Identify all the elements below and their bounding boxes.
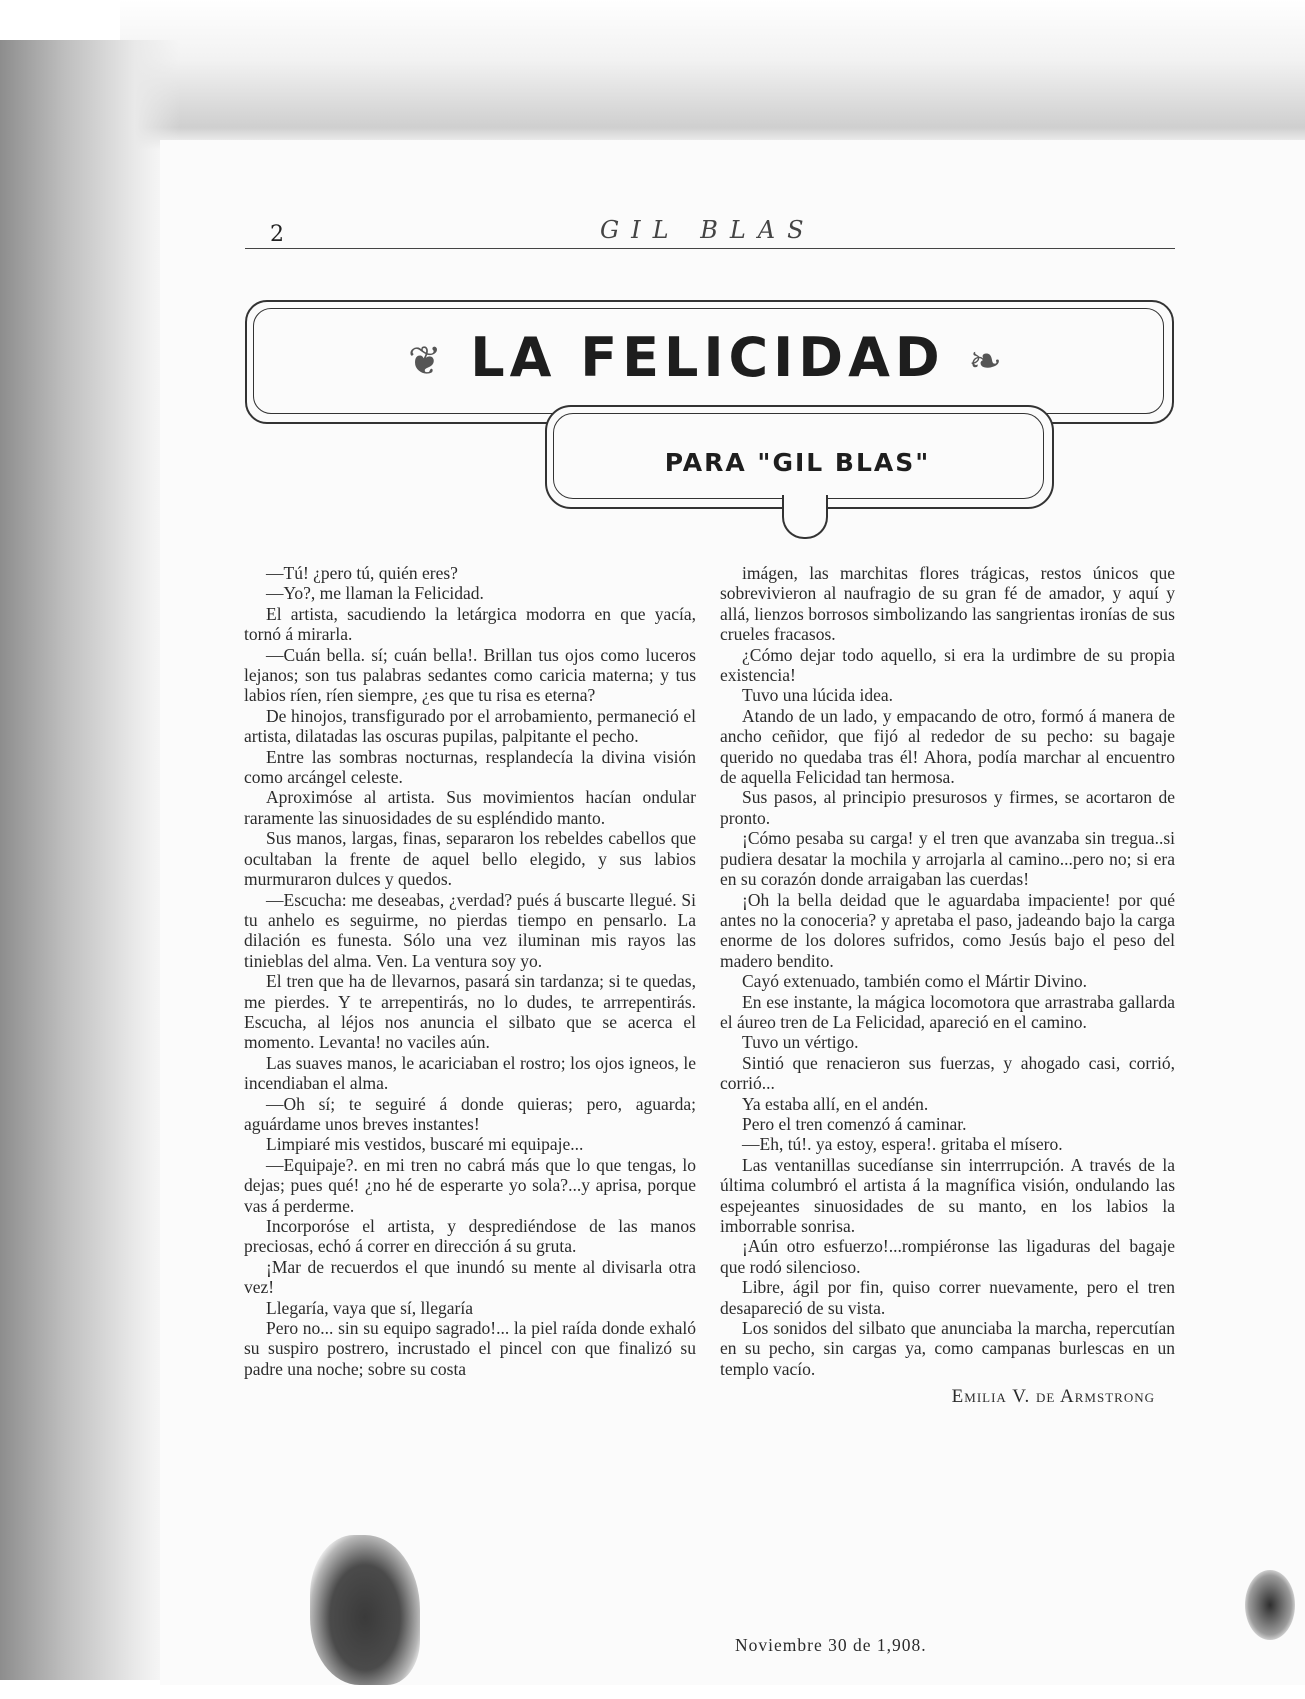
paragraph: Las suaves manos, le acariciaban el rostro; los ojos igneos, le incendiaban el alma. [244,1052,696,1094]
paragraph: Tuvo un vértigo. [742,1032,859,1053]
paragraph: Sus manos, largas, finas, separaron los rebeldes cabellos que ocultaban la frente de aquel bello elegido, y sus labios murmuraron dulces y quedos. [244,828,696,890]
scan-shadow-top [120,0,1305,150]
article-date: Noviembre 30 de 1,908. [735,1635,927,1655]
paragraph: Las ventanillas sucedíanse sin interrrupción. A través de la última columbró el artista á la magnífica visión, ondulando las espejeantes sinuosidades de su manto, en los labios la imborrable sonrisa. [720,1154,1175,1236]
paragraph: Llegaría, vaya que sí, llegaría [266,1297,473,1318]
paragraph: —Yo?, me llaman la Felicidad. [266,583,484,604]
scan-shadow-left [0,40,180,1680]
left-text-column [244,563,696,1379]
paragraph: El tren que ha de llevarnos, pasará sin tardanza; si te quedas, me pierdes. Y te arrepentirás, no lo dudes, te arrrepentirás. Escucha, al léjos nos anuncia el silbato que se acerca el momento. Levanta! no vaciles aún. [244,971,696,1053]
paragraph: En ese instante, la mágica locomotora que arrastraba gallarda el áureo tren de La Felicidad, apareció en el camino. [720,991,1175,1032]
paragraph: Pero no... sin su equipo sagrado!... la piel raída donde exhaló su suspiro postrero, incrustado el pincel con que finalizó su padre una noche; sobre su costa [244,1318,696,1379]
paragraph: Libre, ágil por fin, quiso correr nuevamente, pero el tren desapareció de su vista. [720,1277,1175,1318]
right-text-column [720,563,1175,1408]
ink-stain-small [1245,1570,1295,1640]
page-number: 2 [270,222,284,247]
paragraph: Pero el tren comenzó á caminar. [742,1113,967,1134]
paragraph: ¿Cómo dejar todo aquello, si era la urdimbre de su propia existencia! [720,644,1175,686]
author-signature: Emilia V. de Armstrong [951,1386,1155,1408]
paragraph: Entre las sombras nocturnas, resplandecía la divina visión como arcángel celeste. [244,746,696,788]
paragraph: Aproximóse al artista. Sus movimientos hacían ondular raramente las sinuosidades de su espléndido manto. [244,787,696,828]
paragraph: Ya estaba allí, en el andén. [742,1093,929,1114]
paragraph: ¡Cómo pesaba su carga! y el tren que avanzaba sin tregua..si pudiera desatar la mochila y arrojarla al camino...pero no; si era en su corazón donde arraigaban las cuerdas! [720,828,1175,890]
article-title: LA FELICIDAD [470,326,945,389]
paragraph: ¡Oh la bella deidad que le aguardaba impaciente! por qué antes no la conoceria? y apretaba el paso, jadeando bajo la carga enorme de los dolores sufridos, como Jesús bajo el peso del madero bendito. [720,889,1175,971]
ornament-left-icon: ❦ [407,338,447,385]
paragraph: —Equipaje?. en mi tren no cabrá más que lo que tengas, lo dejas; pues qué! ¿no hé de esperarte yo sola?...y aprisa, porque vas á perderme. [244,1154,696,1216]
paragraph: ¡Aún otro esfuerzo!...rompiéronse las ligaduras del bagaje que rodó silencioso. [720,1236,1175,1277]
article-subtitle: PARA "GIL BLAS" [664,448,931,477]
header-rule [245,248,1175,249]
paragraph: ¡Mar de recuerdos el que inundó su mente al divisarla otra vez! [244,1256,696,1298]
paragraph: —Eh, tú!. ya estoy, espera!. gritaba el mísero. [742,1134,1063,1155]
paragraph: Los sonidos del silbato que anunciaba la marcha, repercutían en su pecho, sin cargas ya, como campanas burlescas en un templo vacío. [720,1318,1175,1379]
paragraph: Incorporóse el artista, y desprediéndose de las manos preciosas, echó á correr en dirección á su gruta. [244,1216,696,1257]
article-title-block [245,326,1170,389]
paragraph: Limpiaré mis vestidos, buscaré mi equipaje... [266,1134,584,1155]
paragraph: Atando de un lado, y empacando de otro, formó á manera de ancho ceñidor, que fijó al rededor de su pecho: su bagaje querido no quedaba tras él! Ahora, podía marchar al encuentro de aquella Felicidad tan hermosa. [720,705,1175,788]
paragraph: —Tú! ¿pero tú, quién eres? [266,563,458,583]
paragraph: Cayó extenuado, también como el Mártir Divino. [742,971,1088,992]
paragraph: Tuvo una lúcida idea. [742,685,893,706]
paragraph: Sus pasos, al principio presurosos y firmes, se acortaron de pronto. [720,787,1175,828]
paragraph: El artista, sacudiendo la letárgica modorra en que yacía, tornó á mirarla. [244,603,696,645]
paragraph: —Oh sí; te seguiré á donde quieras; pero, aguarda; aguárdame unos breves instantes! [244,1093,696,1134]
paragraph: —Cuán bella. sí; cuán bella!. Brillan tus ojos como luceros lejanos; son tus palabras sedantes como caricia materna; y tus labios ríen, ríen siempre, ¿es que tu risa es eterna? [244,644,696,706]
paragraph: —Escucha: me deseabas, ¿verdad? pués á buscarte llegué. Si tu anhelo es seguirme, no pierdas tiempo en pensarlo. La dilación es funesta. Sólo una vez iluminan mis rayos las tinieblas del alma. Ven. La ventura soy yo. [244,889,696,971]
paragraph: De hinojos, transfigurado por el arrobamiento, permaneció el artista, dilatadas las oscuras pupilas, palpitante el pecho. [244,705,696,747]
paragraph: imágen, las marchitas flores trágicas, restos únicos que sobrevivieron al naufragio de su gran fé de amador, y aquí y allá, lienzos borrosos simbolizando las sangrientas ironías de sus crueles fracasos. [720,563,1175,645]
paragraph: Sintió que renacieron sus fuerzas, y ahogado casi, corrió, corrió... [720,1052,1175,1094]
journal-title: GIL BLAS [600,216,816,244]
right-column-paragraphs [720,563,1175,1379]
ink-stain [310,1535,420,1685]
subtitle-cartouche-notch [782,495,828,539]
ornament-right-icon: ❧ [968,338,1008,385]
